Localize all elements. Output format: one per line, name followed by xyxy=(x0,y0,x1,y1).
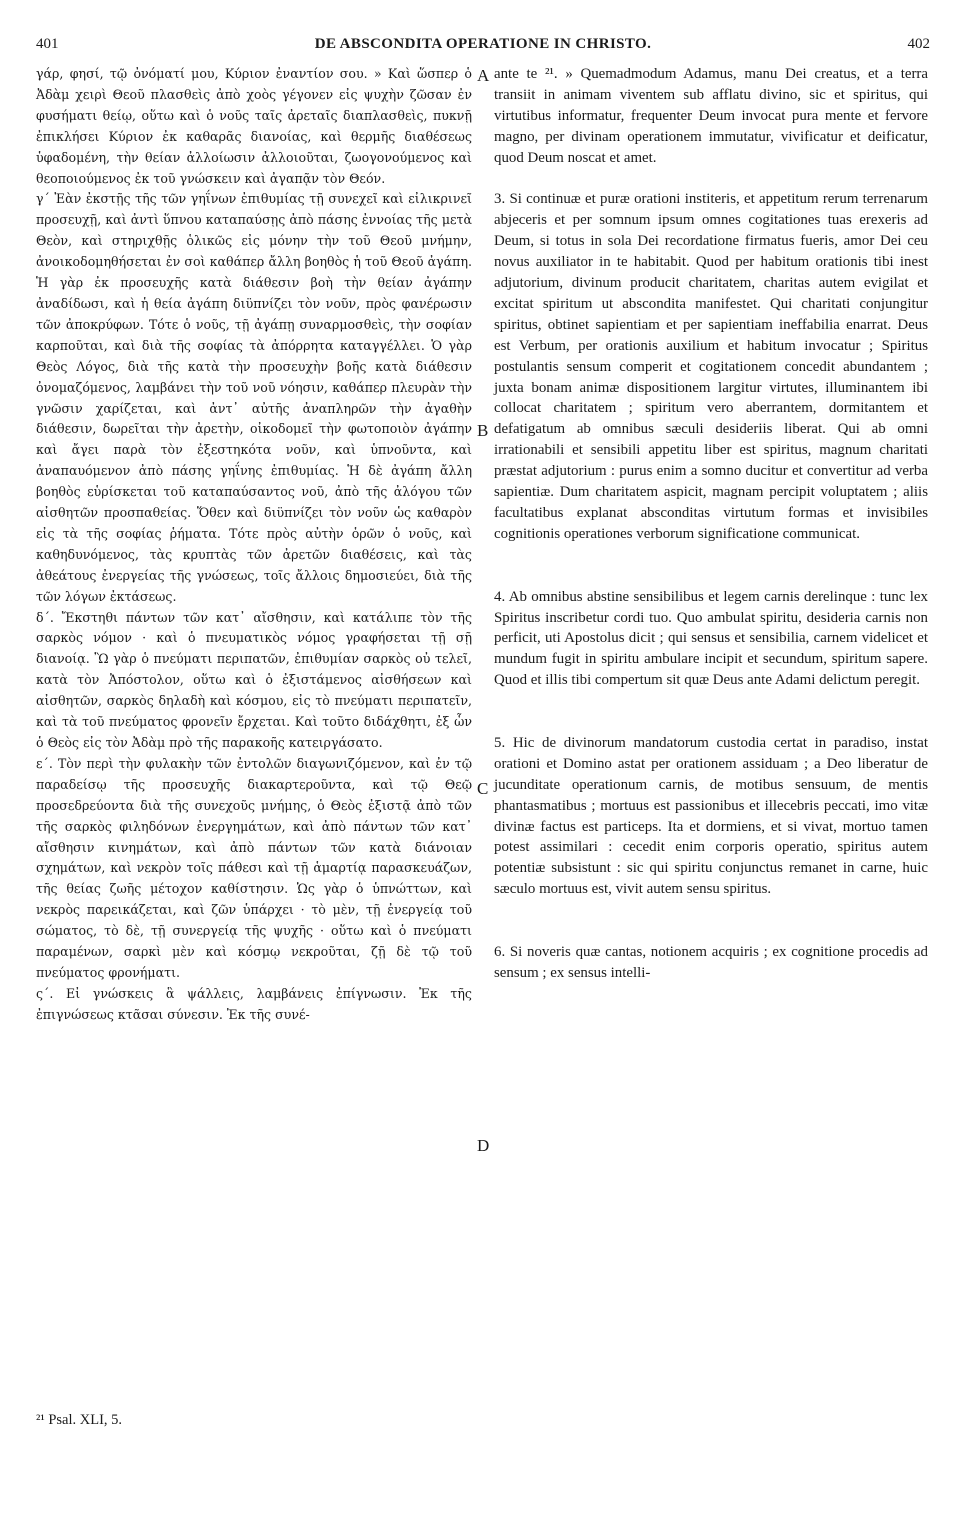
page-number-right: 402 xyxy=(907,36,930,52)
section-marker-b: B xyxy=(477,421,489,440)
latin-paragraph: 5. Hic de divinorum mandatorum custodia certat in paradiso, instat orationi et Domino astat per orationem assiduam ; a Deo liberatur de jucunditate operationum carnis, de motibus sensuum, de mentis phantasmatibus ; mortuus est passionibus et illecebris peccati, imo vitæ divinæ factus est particeps. Ita et dormiens, et si vivat, mortuo tamen potest assimilari : cecedit enim corporis operatio, spiritus autem potentiæ subsistunt : sic qui spiritu conjunctus remanet in carne, huic sæculo mortuus est, vivit autem sensu spiritus. xyxy=(494,734,928,898)
latin-column xyxy=(494,64,928,984)
running-title: DE ABSCONDITA OPERATIONE IN CHRISTO. xyxy=(314,36,652,52)
greek-paragraph: γ΄ Ἐὰν ἐκστῇς τῆς τῶν γηΐνων ἐπιθυμίας τῇ συνεχεῖ καὶ εἰλικρινεῖ προσευχῇ, καὶ ἀντὶ ὕπνου καταπαύσῃς ἀπὸ πάσης ἐννοίας τῆς μετὰ Θεὸν, καὶ στηριχθῇς ὁλικῶς εἰς μόνην τὴν τοῦ Θεοῦ μνήμην, ἀνοικοδομηθήσεται ἐν σοὶ καθάπερ ἄλλη βοηθὸς ἡ τοῦ Θεοῦ ἀγάπη. Ἡ γὰρ ἐκ προσευχῆς κατὰ διάθεσιν βοὴ τὴν θείαν ἀγάπην ἀναδίδωσι, καὶ ἡ θεία ἀγάπη διϋπνίζει τὸν νοῦν, πρὸς φανέρωσιν τῶν ἀποκρύφων. Τότε ὁ νοῦς, τῇ ἀγάπῃ συναρμοσθεὶς, τὴν σοφίαν καρποῦται, καὶ διὰ τῆς σοφίας τὰ ἀπόρρητα καταγγέλλει. Ὁ γὰρ Θεὸς Λόγος, διὰ τῆς κατὰ τὴν προσευχὴν βοῆς κατὰ διάθεσιν ὀνομαζόμενος, λαμβάνει τὴν τοῦ νοῦ νόησιν, καθάπερ πλευρὰν τὴν γνῶσιν χαρίζεται, καὶ ἀντ᾽ αὐτῆς ἀναπληρῶν τὴν ἀγαθὴν διάθεσιν, δωρεῖται τὴν ἀρετὴν, οἰκοδομεῖ τὴν φωτοποιὸν ἀγάπην καὶ ἄγει παρὰ τὸν ἐξεστηκότα νοῦν, καὶ ὑπνοῦντα, καὶ ἀναπαυόμενον ἀπὸ πάσης γηΐνης ἐπιθυμίας. Ἡ δὲ ἀγάπη ἄλλη βοηθὸς εὑρίσκεται τοῦ καταπαύσαντος νοῦ, ἀπὸ τῆς ἀλόγου τῶν αἰσθητῶν προσπαθείας. Ὅθεν καὶ διϋπνίζει τὸν νοῦν ὡς καθαρὸν εἰς τὰ τῆς σοφίας ῥήματα. Τότε πρὸς αὐτὴν ὁρῶν ὁ νοῦς, καὶ καθηδυνόμενος, τὰς κρυπτὰς τῶν ἀρετῶν διαθέσεις, καὶ τὰς ἀθεάτους ἐνεργείας τῆς γνώσεως, τοῖς ἄλλοις δημοσιεύει, διὰ τῆς τῶν λόγων ἐκτάσεως. xyxy=(36,191,472,604)
latin-paragraph: 4. Ab omnibus abstine sensibilibus et legem carnis derelinque : tunc lex Spiritus inscribetur cordi tuo. Quo ambulat spiritu, desideria carnis non perficit, uti Apostolus dicit ; qui sensus et sensibilia, carnem videlicet et mundum fugit in spiritu ambulare incipit et secundum, spiritum sapere. Quod et illis tibi compertum sit quæ Deus ante Adami delictum peregit. xyxy=(494,588,928,689)
greek-paragraph: ς΄. Εἰ γνώσκεις ἃ ψάλλεις, λαμβάνεις ἐπίγνωσιν. Ἐκ τῆς ἐπιγνώσεως κτᾶσαι σύνεσιν. Ἐκ τῆς συνέ- xyxy=(36,985,472,1022)
section-marker-a: A xyxy=(477,66,490,85)
latin-paragraph: 6. Si noveris quæ cantas, notionem acquiris ; ex cognitione procedis ad sensum ; ex sensus intelli- xyxy=(494,944,928,981)
section-marker-c: C xyxy=(477,779,489,798)
greek-paragraph: δ΄. Ἔκστηθι πάντων τῶν κατ᾽ αἴσθησιν, καὶ κατάλιπε τὸν τῆς σαρκὸς νόμον · καὶ ὁ πνευματικὸς νόμος γραφήσεται τῇ σῇ διανοίᾳ. Ὢ γὰρ ὁ πνεύματι περιπατῶν, ἐπιθυμίαν σαρκὸς οὐ τελεῖ, κατὰ τὸν Ἀπόστολον, οὕτω καὶ ὁ ἐξιστάμενος αἰσθήσεων καὶ αἰσθητῶν, σαρκὸς δηλαδὴ καὶ κόσμου, εἰς τὸ πνεύματι περιπατεῖν, καὶ τὰ τοῦ πνεύματος φρονεῖν ἔρχεται. Καὶ τοῦτο διδάχθητι, ἐξ ὧν ὁ Θεὸς εἰς τὸν Ἀδὰμ πρὸ τῆς παρακοῆς κατειργάσατο. xyxy=(36,609,472,750)
latin-paragraph: 3. Si continuæ et puræ orationi institeris, et appetitum rerum terrenarum abjeceris et per somnum ipsum omnes cogitationes tuas erexeris ad Deum, si totus in sola Dei recordatione firmatus fueris, amor Dei ceu novus auxiliator in te habitabit. Quod per habitum orationis tibi inest adjutorium, divinum producit charitatem, charitas autem evigilat et excitat spiritum ut abscondita manifestet. Qui charitati conjungitur spiritus, obtinet sapientiam et per sapientiam ineffabilia enarrat. Deus est Verbum, per orationis auxilium et habitum invocatur ; Spiritus postulantis sensum comperit et cogitationem concedit abundantem ; juxta bonam animæ dispositionem largitur virtutes, illuminantem ibi collocat charitatem ; spiritum vero aberrantem, dormitantem et defatigatum ab omnibus sæculi desideriis liberat. Qui ab omni irrationabili et sensibili appetitu liber est spiritus, magnum charitati præstat adjutorium : purus enim a somno ducitur et convertitur ad verba sapientiæ. Dum charitatem aspicit, magnam percipit voluptatem ; aliis facultatibus explanat absconditas virtutum formas et invisibiles cognitionis operationes verborum significatione communicat. xyxy=(494,191,928,542)
footnote: ²¹ Psal. XLI, 5. xyxy=(36,1412,123,1428)
latin-paragraph: ante te ²¹. » Quemadmodum Adamus, manu Dei creatus, et a terra transiit in animam viventem sub afflatu divino, sic et spiritus, qui virtutibus informatur, frequenter Deum invocat pura mente et fervore magno, per divinam operationem immutatur, vivificatur et deificatur, quod Deum noscat et amet. xyxy=(494,66,928,166)
page-number-left: 401 xyxy=(36,36,59,52)
section-marker-d: D xyxy=(477,1136,490,1155)
greek-paragraph: γάρ, φησί, τῷ ὀνόματί μου, Κύριον ἐναντίον σου. » Καὶ ὥσπερ ὁ Ἀδὰμ χειρὶ Θεοῦ πλασθεὶς ἀπὸ χοὸς γέγονεν εἰς ψυχὴν ζῶσαν ἐν φυσήματι θείῳ, οὕτω καὶ ὁ νοῦς ταῖς ἀρεταῖς διαπλασθεὶς, πυκνῇ ἐπικλήσει Κύριον ἐκ καθαρᾶς διανοίας, καὶ θερμῆς διαθέσεως ὑφαδομένη, τὴν θείαν ἀλλοίωσιν ἀλλοιοῦται, ζωογονούμενος καὶ θεοποιούμενος ἐκ τοῦ γνώσκειν καὶ ἀγαπᾷν τὸν Θεόν. xyxy=(36,66,472,186)
page-header xyxy=(36,36,930,60)
greek-paragraph: ε΄. Τὸν περὶ τὴν φυλακὴν τῶν ἐντολῶν διαγωνιζόμενον, καὶ ἐν τῷ παραδείσῳ τῆς προσευχῆς διακαρτεροῦντα, καὶ τῷ Θεῷ προσεδρεύοντα διὰ τῆς συνεχοῦς μνήμης, ὁ Θεὸς ἐξιστᾷ ἀπὸ τῶν τῆς σαρκὸς φιληδόνων ἐνεργημάτων, καὶ ἀπὸ πάντων τῶν κατ᾽ αἴσθησιν κινημάτων, καὶ ἀπὸ πάντων τῶν κατὰ διάνοιαν σχημάτων, καὶ νεκρὸν τοῖς πάθεσι καὶ τῇ ἁμαρτίᾳ παρασκευάζων, τῆς θείας ζωῆς μέτοχον καθίστησιν. Ὡς γὰρ ὁ ὑπνώττων, καὶ νεκρὸς παρεικάζεται, καὶ ζῶν ὑπάρχει · τὸ μὲν, τῇ ἐνεργείᾳ τοῦ σώματος, τὸ δὲ, τῇ συνεργείᾳ τῆς ψυχῆς · οὕτω καὶ ὁ πνεύματι παραμένων, σαρκὶ μὲν καὶ κόσμῳ νεκροῦται, ζῇ δὲ τῷ τοῦ πνεύματος φρονήματι. xyxy=(36,755,472,980)
greek-column xyxy=(36,64,472,1026)
